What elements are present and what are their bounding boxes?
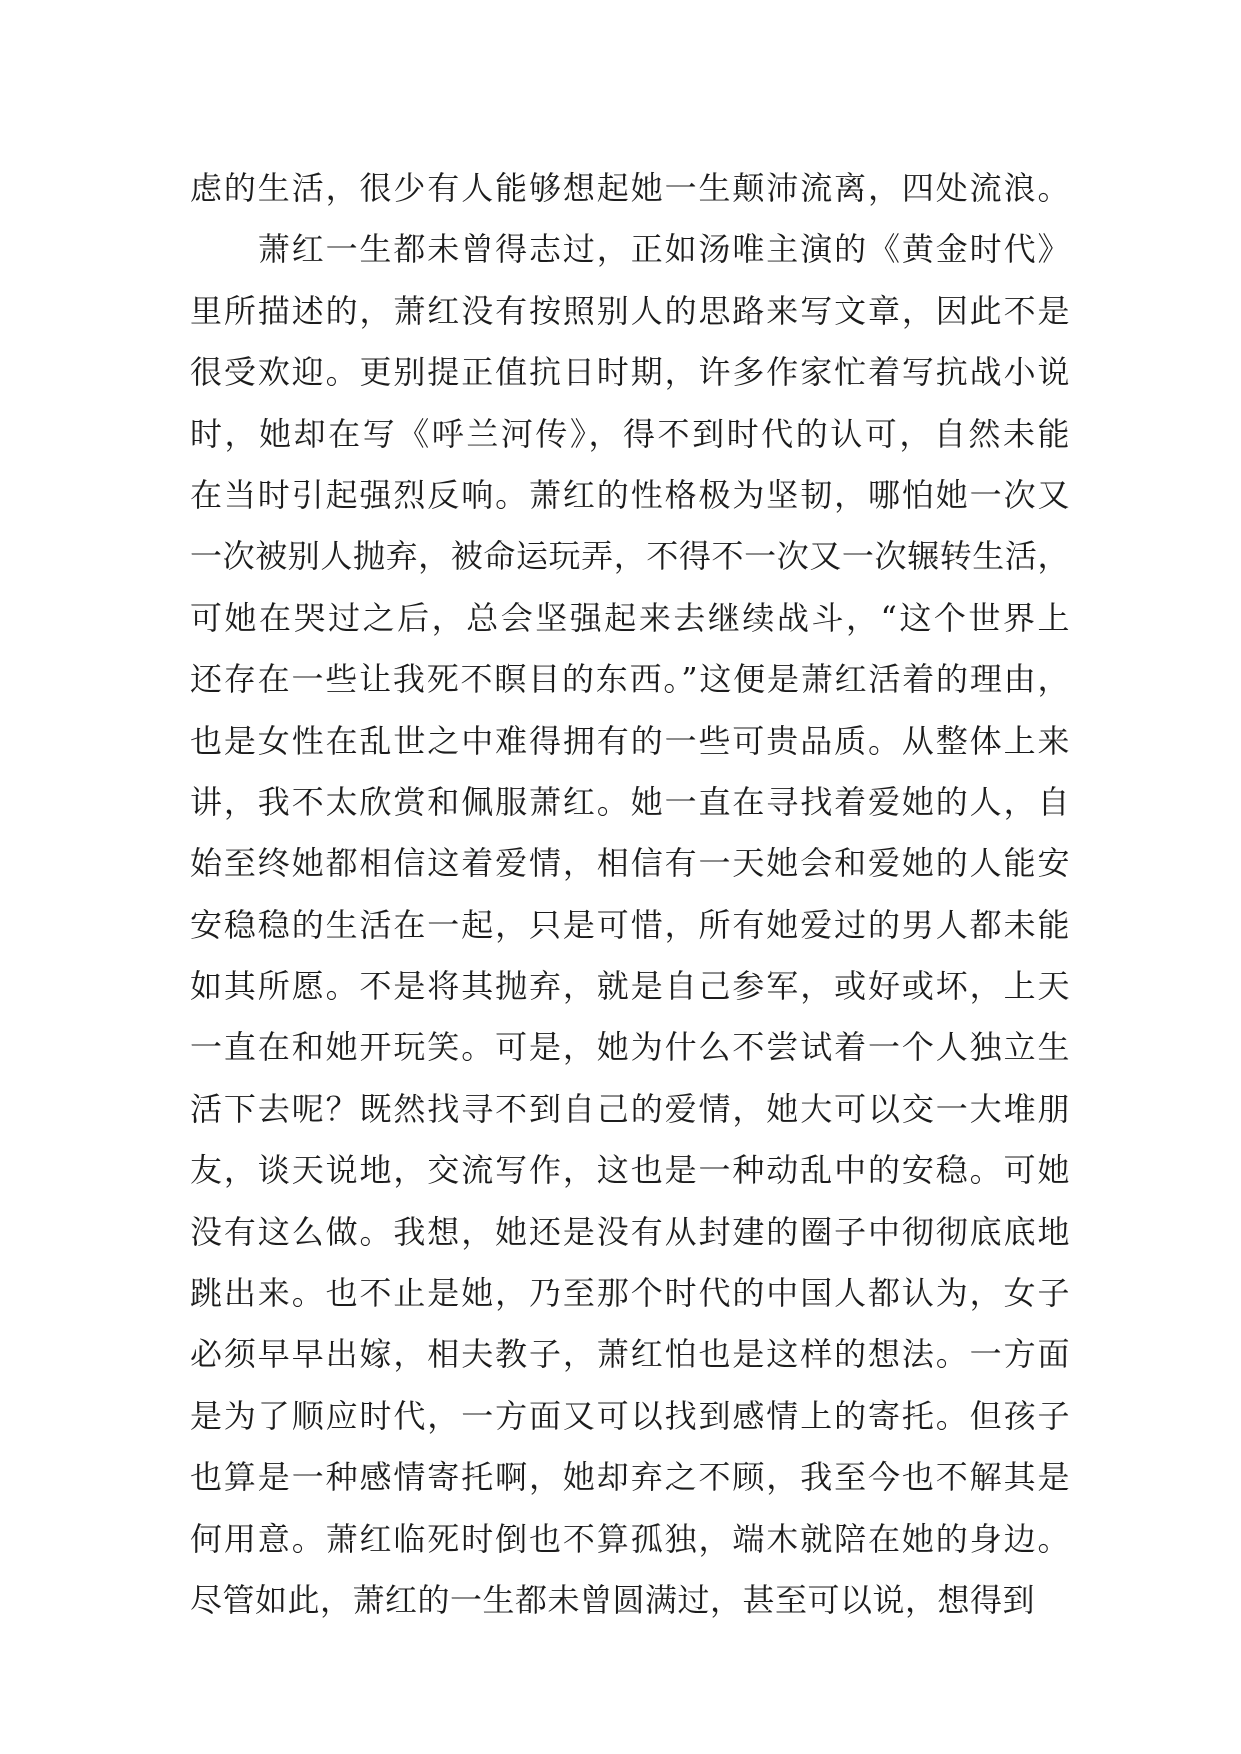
text-line: 萧红一生都未曾得志过，正如汤唯主演的《黄金时代》 [190, 230, 1070, 269]
text-line: 时，她却在写《呼兰河传》，得不到时代的认可，自然未能 [190, 414, 1070, 453]
text-line: 还存在一些让我死不瞑目的东西。”这便是萧红活着的理由， [190, 660, 1070, 699]
text-line: 可她在哭过之后，总会坚强起来去继续战斗，“这个世界上 [190, 598, 1070, 637]
text-line: 何用意。萧红临死时倒也不算孤独，端木就陪在她的身边。 [190, 1519, 1070, 1558]
text-line: 虑的生活，很少有人能够想起她一生颠沛流离，四处流浪。 [190, 169, 1070, 207]
text-line: 也是女性在乱世之中难得拥有的一些可贵品质。从整体上来 [190, 721, 1070, 760]
text-line: 是为了顺应时代，一方面又可以找到感情上的寄托。但孩子 [190, 1396, 1070, 1435]
text-line: 安稳稳的生活在一起，只是可惜，所有她爱过的男人都未能 [190, 905, 1070, 944]
text-line: 始至终她都相信这着爱情，相信有一天她会和爱她的人能安 [190, 844, 1070, 883]
text-line: 也算是一种感情寄托啊，她却弃之不顾，我至今也不解其是 [190, 1458, 1070, 1497]
text-line: 一直在和她开玩笑。可是，她为什么不尝试着一个人独立生 [190, 1028, 1070, 1067]
text-line: 讲，我不太欣赏和佩服萧红。她一直在寻找着爱她的人，自 [190, 782, 1070, 821]
text-line: 很受欢迎。更别提正值抗日时期，许多作家忙着写抗战小说 [190, 353, 1070, 392]
text-line: 跳出来。也不止是她，乃至那个时代的中国人都认为，女子 [190, 1274, 1070, 1313]
text-line: 没有这么做。我想，她还是没有从封建的圈子中彻彻底底地 [190, 1212, 1070, 1251]
text-line: 活下去呢？既然找寻不到自己的爱情，她大可以交一大堆朋 [190, 1089, 1070, 1128]
text-line: 友，谈天说地，交流写作，这也是一种动乱中的安稳。可她 [190, 1151, 1070, 1190]
text-line: 一次被别人抛弃，被命运玩弄，不得不一次又一次辗转生活， [190, 537, 1070, 576]
text-line: 尽管如此，萧红的一生都未曾圆满过，甚至可以说，想得到 [190, 1580, 1036, 1619]
text-line: 在当时引起强烈反响。萧红的性格极为坚韧，哪怕她一次又 [190, 475, 1070, 514]
text-line: 必须早早出嫁，相夫教子，萧红怕也是这样的想法。一方面 [190, 1335, 1070, 1374]
text-line: 如其所愿。不是将其抛弃，就是自己参军，或好或坏，上天 [190, 967, 1070, 1006]
body-text [190, 158, 1070, 1631]
text-line: 里所描述的，萧红没有按照别人的思路来写文章，因此不是 [190, 291, 1070, 330]
